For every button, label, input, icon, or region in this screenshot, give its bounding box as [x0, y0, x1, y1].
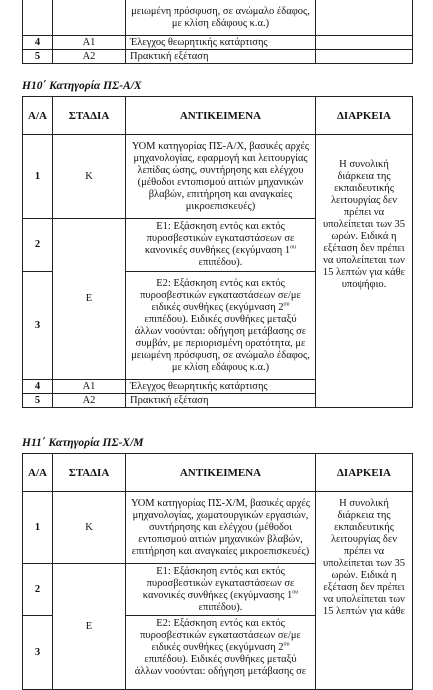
row-stage: Κ	[53, 492, 126, 564]
row-stage: A1	[53, 36, 126, 50]
table-row	[23, 492, 413, 564]
row-number	[23, 0, 53, 36]
table-row	[23, 50, 413, 64]
row-object: μειωμένη πρόσφυση, σε ανώμαλο έδαφος, με κλίση εδάφους κ.α.)	[126, 0, 316, 36]
row-object	[126, 219, 316, 272]
row-duration	[316, 50, 413, 64]
table-header-row	[23, 97, 413, 135]
row-object: Πρακτική εξέταση	[126, 394, 316, 408]
superscript: ου	[290, 244, 297, 251]
object-text: Ε1: Εξάσκηση εντός και εκτός πυροσβεστικών εγκαταστάσεων σε κανονικές συνθήκες (εκγύμνασης 1	[142, 565, 295, 601]
header-objects: ΑΝΤΙΚΕΙΜΕΝΑ	[126, 97, 316, 135]
header-aa: Α/Α	[23, 97, 53, 135]
row-object: Πρακτική εξέταση	[126, 50, 316, 64]
object-text: Ε2: Εξάσκηση εντός και εκτός πυροσβεστικών εγκαταστάσεων σε/με ειδικές συνθήκες (εκγύμναση 2	[140, 618, 301, 653]
object-text: επιπέδου). Ειδικές συνθήκες μεταξύ άλλων νοούνται: οδήγηση μετάβασης σε συμβάν, με περιορισμένη ορατότητα, με μειωμένη πρόσφυση, σε ανώμαλο έδαφος, με κλίση εδάφους κ.α.)	[131, 313, 310, 373]
header-duration: ΔΙΑΡΚΕΙΑ	[316, 454, 413, 492]
header-duration: ΔΙΑΡΚΕΙΑ	[316, 97, 413, 135]
object-text: Ε2: Εξάσκηση εντός και εκτός πυροσβεστικών εγκαταστάσεων σε/με ειδικές συνθήκες (εκγύμναση 2	[140, 277, 301, 313]
table-row	[23, 0, 413, 36]
row-number: 2	[23, 219, 53, 272]
object-text: επιπέδου). Ειδικές συνθήκες μεταξύ άλλων νοούνται: οδήγηση μετάβασης σε	[134, 654, 307, 677]
header-objects: ΑΝΤΙΚΕΙΜΕΝΑ	[126, 454, 316, 492]
row-stage: Ε	[53, 219, 126, 380]
superscript: ου	[283, 301, 290, 307]
object-text: επιπέδου).	[198, 257, 243, 268]
row-duration	[316, 0, 413, 36]
object-text: επιπέδου).	[198, 601, 243, 613]
header-aa: Α/Α	[23, 454, 53, 492]
row-number: 4	[23, 36, 53, 50]
superscript: ου	[283, 641, 290, 648]
row-number: 3	[23, 616, 53, 690]
superscript: ου	[292, 589, 299, 595]
row-number: 5	[23, 50, 53, 64]
row-object	[126, 616, 316, 690]
header-stages: ΣΤΑΔΙΑ	[53, 454, 126, 492]
row-stage: Ε	[53, 564, 126, 690]
top-table	[22, 0, 413, 64]
table-row	[23, 36, 413, 50]
h11-table	[22, 453, 413, 690]
row-duration	[316, 36, 413, 50]
row-stage	[53, 0, 126, 36]
h10-table	[22, 96, 413, 408]
duration-cell: Η συνολική διάρκεια της εκπαιδευτικής λειτουργίας δεν πρέπει να υπολείπεται των 35 ωρών. Ειδικά η εξέταση δεν πρέπει να υπολείπεται των 15 λεπτών για κάθε υποψήφιο.	[316, 135, 413, 408]
duration-cell: Η συνολική διάρκεια της εκπαιδευτικής λειτουργίας δεν πρέπει να υπολείπεται των 35 ωρών. Ειδικά η εξέταση δεν πρέπει να υπολείπεται των 15 λεπτών για κάθε	[316, 492, 413, 690]
row-stage: A2	[53, 50, 126, 64]
row-number: 1	[23, 492, 53, 564]
row-number: 1	[23, 135, 53, 219]
row-object: Έλεγχος θεωρητικής κατάρτισης	[126, 380, 316, 394]
row-stage: Κ	[53, 135, 126, 219]
row-number: 5	[23, 394, 53, 408]
row-number: 2	[23, 564, 53, 616]
section-heading-h10: Η10΄ Κατηγορία ΠΣ-Α/Χ	[22, 80, 142, 92]
header-stages: ΣΤΑΔΙΑ	[53, 97, 126, 135]
section-heading-h11: Η11΄ Κατηγορία ΠΣ-Χ/Μ	[22, 437, 144, 449]
row-object: ΥΟΜ κατηγορίας ΠΣ-Α/Χ, βασικές αρχές μηχανολογίας, εφαρμογή και λειτουργίας λεπίδας ώσης, συντήρησης και ελέγχου (μέθοδοι εντοπισμού αιτιών μηχανικών βλαβών, επιτήρηση και αναγκαίες μικροεπισκευές)	[126, 135, 316, 219]
row-object: ΥΟΜ κατηγορίας ΠΣ-Χ/Μ, βασικές αρχές μηχανολογίας, χωματουργικών εργασιών, συντήρησης και ελέγχου (μέθοδοι εντοπισμού αιτιών μηχανικών βλαβών, επιτήρηση και αναγκαίες μικροεπισκευές)	[126, 492, 316, 564]
table-row	[23, 135, 413, 219]
row-object: Έλεγχος θεωρητικής κατάρτισης	[126, 36, 316, 50]
row-stage: A1	[53, 380, 126, 394]
row-number: 3	[23, 272, 53, 380]
row-number: 4	[23, 380, 53, 394]
row-stage: A2	[53, 394, 126, 408]
table-header-row	[23, 454, 413, 492]
object-text: Ε1: Εξάσκηση εντός και εκτός πυροσβεστικών εγκαταστάσεων σε κανονικές συνθήκες (εκγύμναση 1	[144, 221, 295, 256]
row-object	[126, 272, 316, 380]
row-object	[126, 564, 316, 616]
